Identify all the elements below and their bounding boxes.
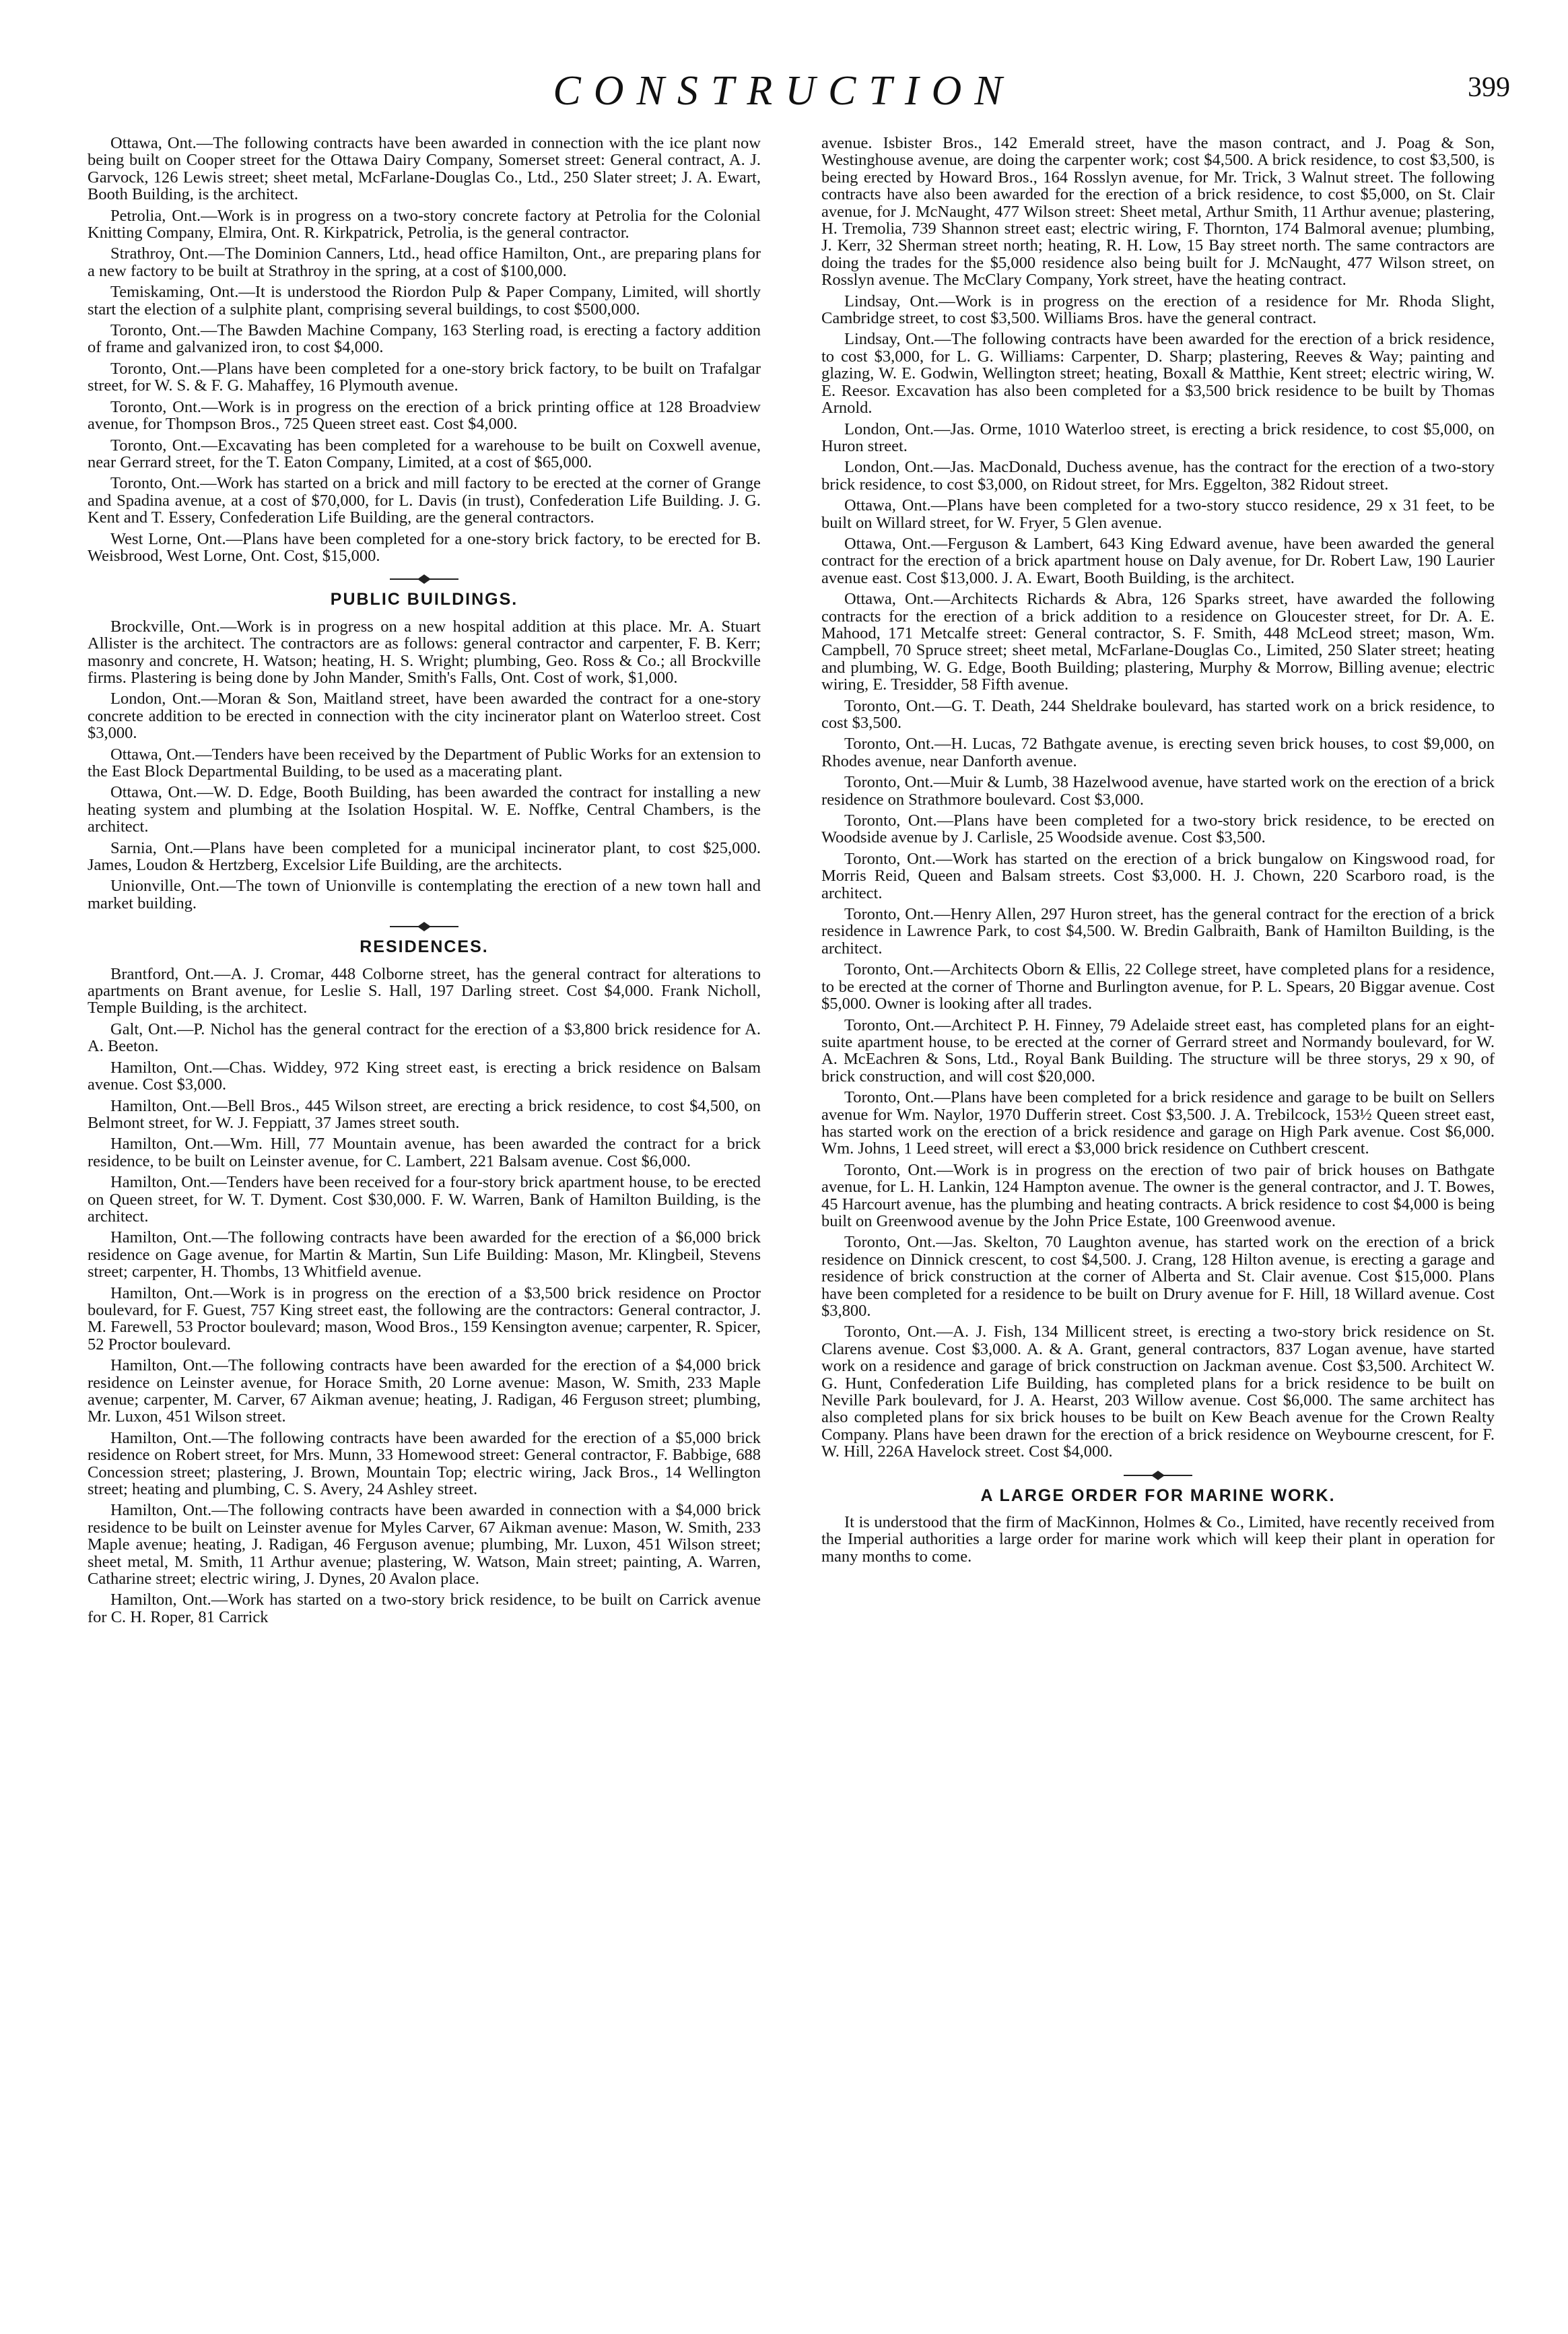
article-paragraph: Ottawa, Ont.—Ferguson & Lambert, 643 King Edward avenue, have been awarded the general contract for the erection of a brick apartment house on Daly avenue, for Dr. Robert Law, 190 Laurier avenue east. Cost $13,000. J. A. Ewart, Booth Building, is the architect. [821,534,1495,587]
article-paragraph: Toronto, Ont.—Jas. Skelton, 70 Laughton avenue, has started work on the erection of a brick residence on Dinnick crescent, to cost $4,500. J. Crang, 128 Hilton avenue, is erecting a garage and residence of brick construction at the corner of Alberta and St. Clair avenue. Cost $15,000. Plans have been completed for a residence to be built on Drury avenue for F. Hill, 18 Willard avenue. Cost $3,800. [821,1233,1495,1320]
article-paragraph: Ottawa, Ont.—Plans have been completed for a two-story stucco residence, 29 x 31 feet, to be built on Willard street, for W. Fryer, 5 Glen avenue. [821,496,1495,532]
article-paragraph: Toronto, Ont.—Work is in progress on the erection of two pair of brick houses on Bathgate avenue, for L. H. Lankin, 124 Hampton avenue. The owner is the general contractor, and J. T. Bowes, 45 Harcourt avenue, has the plumbing and heating contracts. A brick residence to cost $4,000 is being built on Greenwood avenue by the John Price Estate, 100 Greenwood avenue. [821,1160,1495,1230]
article-paragraph: West Lorne, Ont.—Plans have been completed for a one-story brick factory, to be erected for B. Weisbrood, West Lorne, Ont. Cost, $15,000. [88,529,761,565]
article-paragraph: Hamilton, Ont.—Work has started on a two-story brick residence, to be built on Carrick avenue for C. H. Roper, 81 Carrick [88,1591,761,1626]
article-paragraph: Toronto, Ont.—Excavating has been completed for a warehouse to be built on Coxwell avenue, near Gerrard street, for the T. Eaton Company, Limited, at a cost of $65,000. [88,436,761,471]
section-separator [387,574,461,585]
article-paragraph: Toronto, Ont.—Plans have been completed for a one-story brick factory, to be built on Trafalgar street, for W. S. & F. G. Mahaffey, 16 Plymouth avenue. [88,359,761,395]
article-paragraph: Temiskaming, Ont.—It is understood the Riordon Pulp & Paper Company, Limited, will shortly start the election of a sulphite plant, comprising several buildings, to cost $500,000. [88,283,761,319]
page-number: 399 [1468,72,1510,103]
article-paragraph: Toronto, Ont.—Work is in progress on the erection of a brick printing office at 128 Broadview avenue, for Thompson Bros., 725 Queen street east. Cost $4,000. [88,397,761,434]
article-paragraph: Ottawa, Ont.—The following contracts have been awarded in connection with the ice plant now being built on Cooper street for the Ottawa Dairy Company, Somerset street: General contract, A. J. Garvock, 126 Lewis street; sheet metal, McFarlane-Douglas Co., Ltd., 250 Slater street; J. A. Ewart, Booth Building, is the architect. [88,135,761,204]
article-paragraph: London, Ont.—Moran & Son, Maitland street, have been awarded the contract for a one-story concrete addition to be erected in connection with the city incinerator plant on Waterloo street. Cost $3,000. [88,690,761,743]
article-paragraph: Toronto, Ont.—G. T. Death, 244 Sheldrake boulevard, has started work on a brick residence, to cost $3,500. [821,696,1495,732]
article-paragraph: Hamilton, Ont.—Wm. Hill, 77 Mountain avenue, has been awarded the contract for a brick residence, to be built on Leinster avenue, for C. Lambert, 221 Balsam avenue. Cost $6,000. [88,1135,761,1170]
article-paragraph: Hamilton, Ont.—Work is in progress on the erection of a $3,500 brick residence on Proctor boulevard, for F. Guest, 757 King street east, the following are the contractors: General contractor, J. M. Farewell, 53 Proctor boulevard; mason, Wood Bros., 159 Kensington avenue; carpenter, R. Spicer, 52 Proctor boulevard. [88,1283,761,1354]
article-paragraph: Brantford, Ont.—A. J. Cromar, 448 Colborne street, has the general contract for alterations to apartments on Brant avenue, for Leslie S. Hall, 197 Darling street. Cost $4,000. Frank Nicholl, Temple Building, is the architect. [88,964,761,1018]
article-paragraph: Brockville, Ont.—Work is in progress on a new hospital addition at this place. Mr. A. Stuart Allister is the architect. The contractors are as follows: general contractor and carpenter, F. B. Kerr; masonry and concrete, H. Watson; heating, H. S. Wright; plumbing, Geo. Ross & Co.; all Brockville firms. Plastering is being done by John Mander, Smith's Falls, Ont. Cost of work, $1,000. [88,617,761,687]
article-paragraph: Toronto, Ont.—Plans have been completed for a brick residence and garage to be built on Sellers avenue for Wm. Naylor, 1970 Dufferin street. Cost $3,500. J. A. Trebilcock, 153½ Queen street east, has started work on the erection of a brick residence and garage on High Park avenue. Cost $6,000. Wm. Johns, 1 Leed street, will erect a $3,000 brick residence on Cuthbert crescent. [821,1088,1495,1158]
article-paragraph: Toronto, Ont.—Work has started on a brick and mill factory to be erected at the corner of Grange and Spadina avenue, at a cost of $70,000, for L. Davis (in trust), Confederation Life Building. J. G. Kent and T. Essery, Confederation Life Building, are the general contractors. [88,474,761,527]
article-paragraph: Hamilton, Ont.—Tenders have been received for a four-story brick apartment house, to be erected on Queen street, for W. T. Dyment. Cost $30,000. F. W. Warren, Bank of Hamilton Building, is the architect. [88,1173,761,1226]
article-paragraph: London, Ont.—Jas. Orme, 1010 Waterloo street, is erecting a brick residence, to cost $5,000, on Huron street. [821,420,1495,455]
article-paragraph: Lindsay, Ont.—Work is in progress on the erection of a residence for Mr. Rhoda Slight, Cambridge street, to cost $3,500. Williams Bros. have the general contract. [821,292,1495,328]
article-paragraph: Ottawa, Ont.—Tenders have been received by the Department of Public Works for an extension to the East Block Departmental Building, to be used as a macerating plant. [88,745,761,780]
article-paragraph: Ottawa, Ont.—Architects Richards & Abra, 126 Sparks street, have awarded the following contracts for the erection of a brick addition to a residence on Gloucester street, for Dr. A. E. Mahood, 171 Metcalfe street: General contractor, S. F. Smith, 448 McLeod street; mason, Wm. Campbell, 70 Spruce street; sheet metal, McFarlane-Douglas Co., Limited, 250 Slater street; heating and plumbing, W. G. Edge, Booth Building; plastering, Murphy & Morrow, Billing avenue; electric wiring, E. Tresidder, 58 Fifth avenue. [821,590,1495,694]
section-heading-marine-work: A LARGE ORDER FOR MARINE WORK. [980,1486,1336,1505]
article-paragraph: Hamilton, Ont.—The following contracts have been awarded for the erection of a $5,000 brick residence on Robert street, for Mrs. Munn, 33 Homewood street: General contractor, F. Babbige, 688 Concession street; plastering, J. Brown, Mountain Top; electric wiring, Jack Bros., 14 Wellington street; heating and plumbing, C. S. Avery, 24 Ashley street. [88,1428,761,1499]
article-paragraph: London, Ont.—Jas. MacDonald, Duchess avenue, has the contract for the erection of a two-story brick residence, to cost $3,000, on Ridout street, for Mrs. Eggelton, 382 Ridout street. [821,458,1495,494]
section-heading-public-buildings: PUBLIC BUILDINGS. [330,590,518,609]
article-paragraph: Toronto, Ont.—Henry Allen, 297 Huron street, has the general contract for the erection of a brick residence in Lawrence Park, to cost $4,500. W. Bredin Galbraith, Bank of Hamilton Building, is the architect. [821,905,1495,958]
left-column [88,135,761,2310]
article-paragraph: Strathroy, Ont.—The Dominion Canners, Ltd., head office Hamilton, Ont., are preparing plans for a new factory to be built at Strathroy in the spring, at a cost of $100,000. [88,244,761,280]
article-paragraph: Toronto, Ont.—The Bawden Machine Company, 163 Sterling road, is erecting a factory addition of frame and galvanized iron, to cost $4,000. [88,321,761,357]
article-paragraph: Toronto, Ont.—Architects Oborn & Ellis, 22 College street, have completed plans for a residence, to be erected at the corner of Thorne and Burlington avenue, for P. L. Spears, 20 Biggar avenue. Cost $5,000. Owner is looking after all trades. [821,960,1495,1013]
article-paragraph: Unionville, Ont.—The town of Unionville is contemplating the erection of a new town hall and market building. [88,877,761,912]
right-column [821,135,1495,2310]
section-separator [1121,1470,1195,1481]
article-paragraph: Petrolia, Ont.—Work is in progress on a two-story concrete factory at Petrolia for the Colonial Knitting Company, Elmira, Ont. R. Kirkpatrick, Petrolia, is the general contractor. [88,206,761,242]
section-heading-residences: RESIDENCES. [360,937,489,957]
article-paragraph: Toronto, Ont.—A. J. Fish, 134 Millicent street, is erecting a two-story brick residence on St. Clarens avenue. Cost $3,000. A. & A. Grant, general contractors, 837 Logan avenue, have started work on a residence and garage of brick construction on Jackman avenue. Cost $3,500. Architect W. G. Hunt, Confederation Life Building, has completed plans for a brick residence to be built on Neville Park boulevard, for J. A. Hearst, 203 Willow avenue. Cost $6,000. The same architect has also completed plans for six brick houses to be built on Kew Beach avenue for the Crown Realty Company. Plans have been drawn for the erection of a brick residence on Weybourne crescent, for F. W. Hill, 226A Havelock street. Cost $4,000. [821,1323,1495,1461]
article-paragraph: Hamilton, Ont.—Chas. Widdey, 972 King street east, is erecting a brick residence on Balsam avenue. Cost $3,000. [88,1058,761,1094]
article-paragraph-continued: avenue. Isbister Bros., 142 Emerald street, have the mason contract, and J. Poag & Son, Westinghouse avenue, are doing the carpenter work; cost $4,500. A brick residence, to cost $3,500, is being erected by Howard Bros., 164 Rosslyn avenue, for Mr. Trick, 3 Walnut street. The following contracts have also been awarded for the erection of a brick residence, to cost $5,000, on St. Clair avenue, for J. McNaught, 477 Wilson street: Sheet metal, Arthur Smith, 11 Arthur avenue; plastering, H. Tremolia, 739 Shannon street east; electric wiring, F. Thornton, 174 Balmoral avenue; plumbing, J. Kerr, 32 Sherman street north; heating, R. H. Low, 15 Bay street north. The same contractors are doing the trades for the $5,000 residence also being built for J. McNaught, 477 Wilson street, on Rosslyn avenue. The McClary Company, York street, have the heating contract. [821,135,1495,290]
article-paragraph: Toronto, Ont.—Plans have been completed for a two-story brick residence, to be erected on Woodside avenue by J. Carlisle, 25 Woodside avenue. Cost $3,500. [821,811,1495,847]
journal-title: CONSTRUCTION [553,68,1015,114]
article-paragraph: It is understood that the firm of MacKinnon, Holmes & Co., Limited, have recently received from the Imperial authorities a large order for marine work which will keep their plant in operation for many months to come. [821,1513,1495,1566]
article-paragraph: Galt, Ont.—P. Nichol has the general contract for the erection of a $3,800 brick residence for A. A. Beeton. [88,1020,761,1056]
article-paragraph: Hamilton, Ont.—The following contracts have been awarded for the erection of a $4,000 brick residence on Leinster avenue, for Horace Smith, 20 Lorne avenue: Mason, W. Smith, 233 Maple avenue; carpenter, M. Carver, 67 Aikman avenue; heating, J. Radigan, 46 Ferguson street; plumbing, Mr. Luxon, 451 Wilson street. [88,1356,761,1426]
article-paragraph: Toronto, Ont.—Muir & Lumb, 38 Hazelwood avenue, have started work on the erection of a brick residence on Strathmore boulevard. Cost $3,000. [821,773,1495,809]
article-paragraph: Toronto, Ont.—Work has started on the erection of a brick bungalow on Kingswood road, for Morris Reid, Queen and Balsam streets. Cost $3,000. H. J. Chown, 220 Scarboro road, is the architect. [821,849,1495,902]
article-paragraph: Hamilton, Ont.—The following contracts have been awarded in connection with a $4,000 brick residence to be built on Leinster avenue for Myles Carver, 67 Aikman avenue: Mason, W. Smith, 233 Maple avenue; heating, J. Radigan, 46 Ferguson avenue; plumbing, Mr. Luxon, 451 Wilson street; sheet metal, M. Smith, 11 Arthur avenue; plastering, W. Watson, Main street; painting, A. Warren, Catharine street; electric wiring, J. Dynes, 20 Avalon place. [88,1501,761,1589]
article-paragraph: Toronto, Ont.—Architect P. H. Finney, 79 Adelaide street east, has completed plans for an eight-suite apartment house, to be erected at the corner of Gerrard street and Normandy boulevard, for W. A. McEachren & Sons, Ltd., Royal Bank Building. The structure will be three storys, 29 x 90, of brick construction, and will cost $20,000. [821,1015,1495,1086]
article-paragraph: Sarnia, Ont.—Plans have been completed for a municipal incinerator plant, to cost $25,000. James, Loudon & Hertzberg, Excelsior Life Building, are the architects. [88,838,761,875]
article-paragraph: Ottawa, Ont.—W. D. Edge, Booth Building, has been awarded the contract for installing a new heating system and plumbing at the Isolation Hospital. W. E. Noffke, Central Chambers, is the architect. [88,783,761,836]
article-paragraph: Hamilton, Ont.—The following contracts have been awarded for the erection of a $6,000 brick residence on Gage avenue, for Martin & Martin, Sun Life Building: Mason, Mr. Klingbeil, Stevens street; carpenter, H. Thombs, 13 Whitfield avenue. [88,1228,761,1281]
article-paragraph: Lindsay, Ont.—The following contracts have been awarded for the erection of a brick residence, to cost $3,000, for L. G. Williams: Carpenter, D. Sharp; plastering, Reeves & Way; painting and glazing, W. E. Godwin, Wellington street; heating, Boxall & Matthie, Kent street; electric wiring, W. E. Reesor. Excavation has also been completed for a $3,500 brick residence to be built by Thomas Arnold. [821,330,1495,418]
section-separator [387,921,461,932]
article-paragraph: Hamilton, Ont.—Bell Bros., 445 Wilson street, are erecting a brick residence, to cost $4,500, on Belmont street, for W. J. Feppiatt, 37 James street south. [88,1096,761,1132]
article-paragraph: Toronto, Ont.—H. Lucas, 72 Bathgate avenue, is erecting seven brick houses, to cost $9,000, on Rhodes avenue, near Danforth avenue. [821,735,1495,770]
